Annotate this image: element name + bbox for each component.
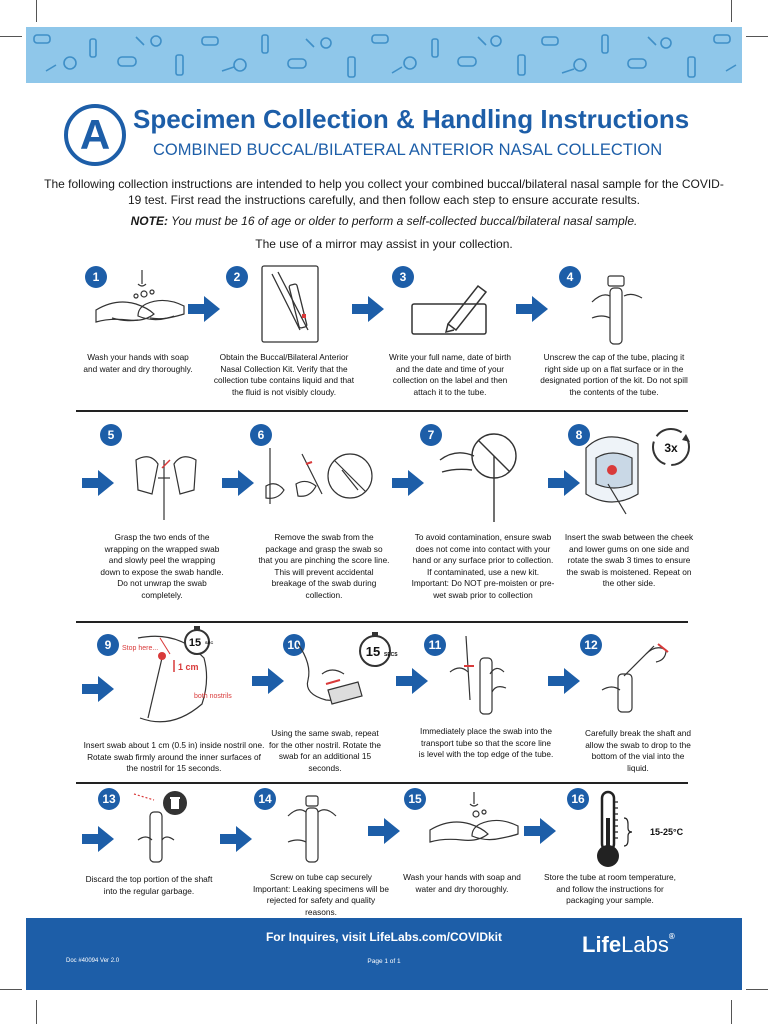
step-number: 1 [85, 266, 107, 288]
step-number: 15 [404, 788, 426, 810]
grasp-swab-icon [262, 444, 372, 514]
crop-mark [746, 989, 768, 990]
step-number: 16 [567, 788, 589, 810]
footer-bar [26, 918, 742, 990]
step-caption: Grasp the two ends of the wrapping on the wrapped swab and slowly peel the wrapping down to expose the swab handle. Do not unwrap the swab completely. [100, 532, 224, 600]
label-writing-icon [408, 280, 492, 340]
collection-kit-icon [258, 264, 322, 344]
step-caption: Obtain the Buccal/Bilateral Anterior Nasal Collection Kit. Verify that the collection tube contains liquid and that the fluid is not visibly cloudy. [213, 352, 355, 397]
next-arrow-icon [188, 296, 220, 322]
step-caption: Write your full name, date of birth and the date and time of your collection on the label and then attach it to the tube. [388, 352, 512, 397]
next-arrow-icon [548, 668, 580, 694]
section-badge: A [64, 104, 126, 166]
next-arrow-icon [252, 668, 284, 694]
next-arrow-icon [396, 668, 428, 694]
other-nostril-icon [292, 640, 364, 720]
unscrew-tube-icon [588, 268, 648, 348]
step-number: 3 [392, 266, 414, 288]
doc-number: Doc #40094 Ver 2.0 [66, 958, 120, 964]
crop-mark [36, 1000, 37, 1024]
next-arrow-icon [548, 470, 580, 496]
note-label: NOTE: [130, 214, 168, 228]
step-caption: Wash your hands with soap and water and dry thoroughly. [403, 872, 521, 894]
step-caption: Immediately place the swab into the transport tube so that the score line is level with the top edge of the tube. [418, 726, 554, 759]
next-arrow-icon [82, 676, 114, 702]
step-caption: Using the same swab, repeat for the other nostril. Rotate the swab for an additional 15 seconds. [268, 728, 382, 773]
step-number: 7 [420, 424, 442, 446]
no-contact-icon [436, 430, 526, 526]
timer-unit: SEC [205, 640, 214, 645]
lifelabs-logo: LifeLabs® [582, 932, 675, 957]
step-number: 8 [568, 424, 590, 446]
rotate-icon [648, 424, 694, 470]
age-note [40, 214, 728, 228]
timer-icon [356, 632, 396, 668]
note-text: You must be 16 of age or older to perform a self-collected buccal/bilateral nasal sample. [167, 214, 638, 228]
step-number: 2 [226, 266, 248, 288]
step-caption: Wash your hands with soap and water and dry thoroughly. [83, 352, 193, 374]
crop-mark [36, 0, 37, 22]
step-number: 5 [100, 424, 122, 446]
step-caption: Insert swab about 1 cm (0.5 in) inside nostril one. Rotate swab firmly around the inner surfaces of the nostril for 15 seconds. [83, 740, 265, 773]
intro-text: The following collection instructions are intended to help you collect your combined buccal/bilateral nasal sample for the COVID-19 test. First read the instructions carefully, and then follow each step to ensure accurate results. [44, 177, 724, 207]
inquiry-link[interactable]: For Inquires, visit LifeLabs.com/COVIDkit [265, 930, 503, 944]
place-swab-tube-icon [446, 632, 520, 716]
step-number: 13 [98, 788, 120, 810]
row-divider [76, 621, 688, 623]
trash-bin-icon [162, 790, 188, 816]
crop-mark [0, 36, 22, 37]
timer-icon [180, 626, 214, 656]
next-arrow-icon [392, 470, 424, 496]
step-caption: Screw on tube cap securely Important: Leaking specimens will be rejected for safety and quality reasons. [252, 872, 390, 917]
row-divider [76, 410, 688, 412]
step-number: 11 [424, 634, 446, 656]
next-arrow-icon [220, 826, 252, 852]
step-number: 4 [559, 266, 581, 288]
peel-wrapper-icon [128, 440, 204, 524]
break-shaft-icon [598, 634, 674, 714]
timer-value: 15 [188, 637, 202, 649]
step-number: 10 [283, 634, 305, 656]
step-caption: Remove the swab from the package and grasp the swab so that you are pinching the score line. This will prevent accidental breakage of the swab during collection. [258, 532, 390, 600]
step-number: 9 [97, 634, 119, 656]
pattern-banner [26, 27, 742, 83]
next-arrow-icon [82, 826, 114, 852]
next-arrow-icon [368, 818, 400, 844]
timer-value: 15 [365, 644, 381, 659]
mirror-tip: The use of a mirror may assist in your collection. [255, 237, 513, 251]
stop-here-label: Stop here... [122, 645, 159, 652]
crop-mark [746, 36, 768, 37]
crop-mark [731, 1000, 732, 1024]
cheek-swab-icon [582, 418, 642, 522]
step-caption: To avoid contamination, ensure swab does not come into contact with your hand or any surface prior to collection. If contaminated, use a new kit. Important: Do NOT pre-moisten or pre-wet swab prior to collection [411, 532, 555, 600]
next-arrow-icon [222, 470, 254, 496]
step-number: 6 [250, 424, 272, 446]
step-number: 12 [580, 634, 602, 656]
timer-unit: SECS [384, 652, 398, 658]
row-divider [76, 782, 688, 784]
next-arrow-icon [352, 296, 384, 322]
temp-range-label: 15-25°C [650, 827, 684, 837]
page-subtitle: COMBINED BUCCAL/BILATERAL ANTERIOR NASAL COLLECTION [153, 141, 663, 159]
page-title: Specimen Collection & Handling Instructions [133, 104, 690, 134]
step-caption: Store the tube at room temperature, and follow the instructions for packaging your sample. [544, 872, 676, 905]
hand-washing-icon [426, 792, 522, 862]
next-arrow-icon [524, 818, 556, 844]
medical-pattern-icon [26, 27, 742, 83]
screw-cap-icon [280, 786, 344, 866]
page-number: Page 1 of 1 [367, 958, 401, 965]
both-nostrils-label: both nostrils [194, 693, 232, 700]
next-arrow-icon [516, 296, 548, 322]
next-arrow-icon [82, 470, 114, 496]
step-number: 14 [254, 788, 276, 810]
one-cm-label: 1 cm [178, 662, 199, 672]
step-caption: Discard the top portion of the shaft into the regular garbage. [85, 874, 213, 896]
step-caption: Insert the swab between the cheek and lower gums on one side and rotate the swab 3 times to ensure the swab is moistened. Repeat on the other side. [564, 532, 694, 588]
crop-mark [731, 0, 732, 22]
hand-washing-icon [92, 270, 188, 342]
rotations-label: 3x [664, 441, 678, 455]
step-caption: Carefully break the shaft and allow the swab to drop to the bottom of the vial into the liquid. [584, 728, 692, 773]
crop-mark [0, 989, 22, 990]
thermometer-icon [588, 788, 698, 870]
step-caption: Unscrew the cap of the tube, placing it right side up on a flat surface or in the designated portion of the kit. Do not spill the contents of the tube. [540, 352, 688, 397]
